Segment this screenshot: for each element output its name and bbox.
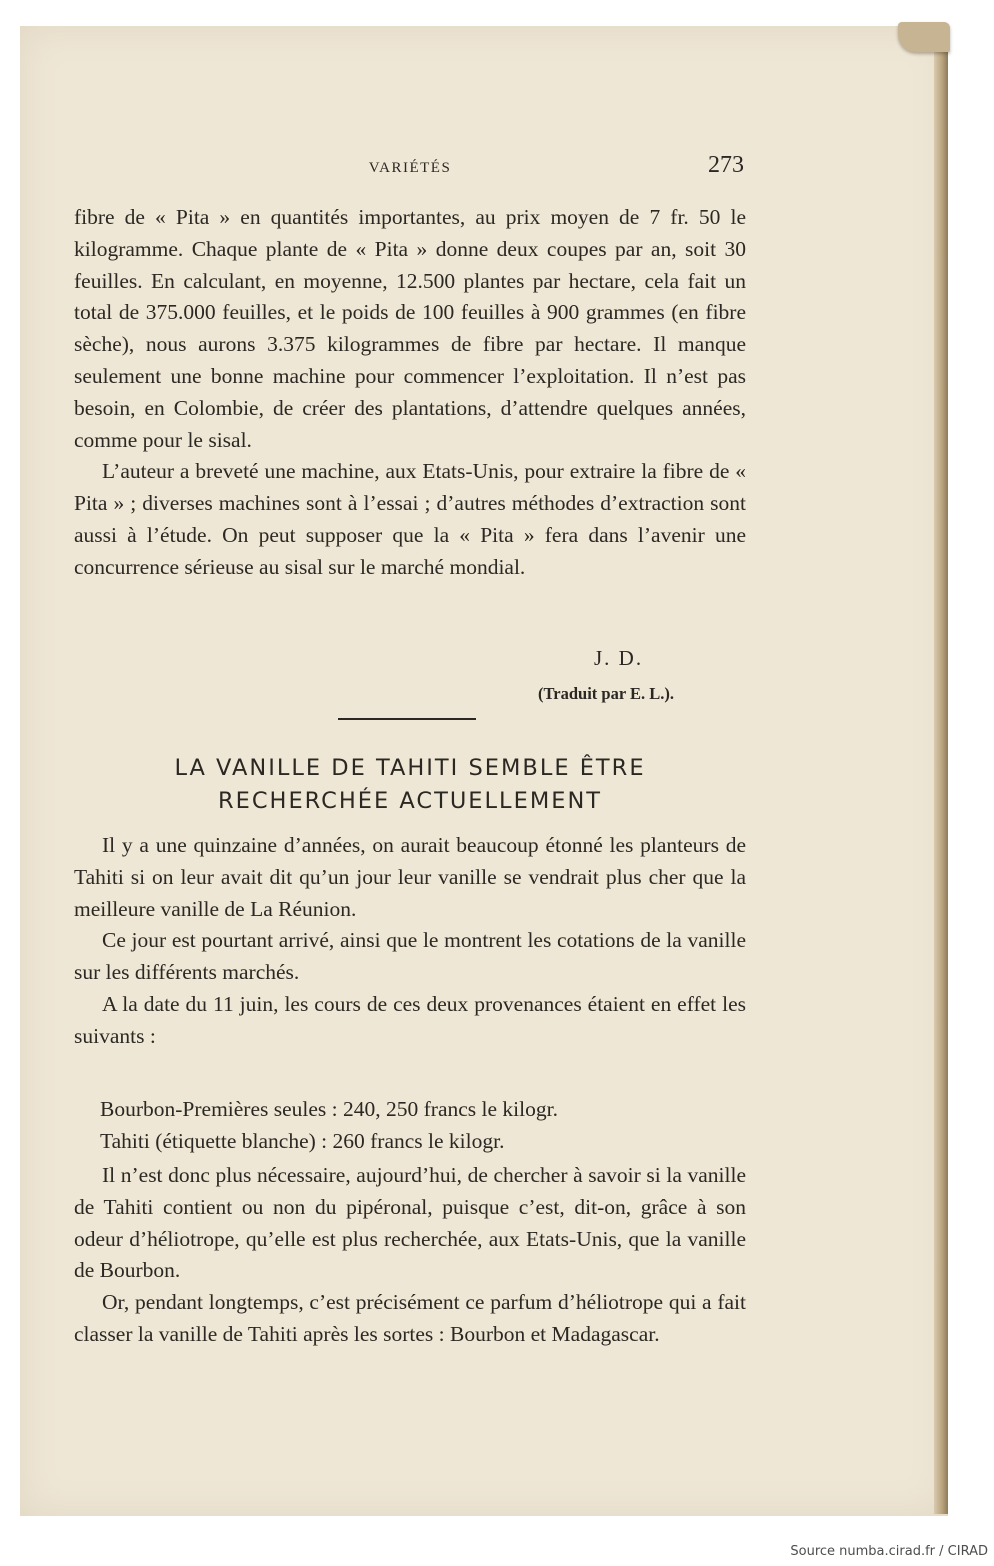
paragraph-pita-2: L’auteur a breveté une machine, aux Etats-Unis, pour extraire la fibre de « Pita » ; diverses machines sont à l’essai ; d’autres méthodes d’extraction sont aussi à l’étude. On peut supposer que la « Pita » fera dans l’avenir une concurrence sérieuse au sisal sur le marché mondial. [74, 459, 746, 579]
section-vanilla-conclusion [74, 1160, 746, 1351]
source-credit: Source numba.cirad.fr / CIRAD [790, 1544, 988, 1559]
paragraph-vanilla-3: A la date du 11 juin, les cours de ces deux provenances étaient en effet les suivants : [74, 991, 746, 1048]
paragraph-vanilla-1: Il y a une quinzaine d’années, on aurait beaucoup étonné les planteurs de Tahiti si on leur avait dit qu’un jour leur vanille se vendrait plus cher que la meilleure vanille de La Réunion. [74, 833, 746, 921]
translator-credit: (Traduit par E. L.). [538, 684, 674, 703]
author-signature: J. D. [594, 646, 644, 670]
page-number: 273 [708, 152, 744, 178]
paragraph-vanilla-5: Or, pendant longtemps, c’est précisément ce parfum d’héliotrope qui a fait classer la vanille de Tahiti après les sortes : Bourbon et Madagascar. [74, 1290, 746, 1346]
price-list [100, 1093, 740, 1157]
section-pita-text [74, 202, 746, 584]
paragraph-vanilla-4: Il n’est donc plus nécessaire, aujourd’hui, de chercher à savoir si la vanille de Tahiti contient ou non du pipéronal, puisque c’est, dit-on, grâce à son odeur d’héliotrope, qu’elle est plus recherchée, aux Etats-Unis, que la vanille de Bourbon. [74, 1163, 746, 1283]
paragraph-pita-1: fibre de « Pita » en quantités importantes, au prix moyen de 7 fr. 50 le kilogramme. Chaque plante de « Pita » donne deux coupes par an, soit 30 feuilles. En calculant, en moyenne, 12.500 plantes par hectare, cela fait un total de 375.000 feuilles, et le poids de 100 feuilles à 900 grammes (en fibre sèche), nous aurons 3.375 kilogrammes de fibre par hectare. Il manque seulement une bonne machine pour commencer l’exploitation. Il n’est pas besoin, en Colombie, de créer des plantations, d’attendre quelques années, comme pour le sisal. [74, 205, 746, 452]
page-edge [934, 30, 948, 1514]
paragraph-vanilla-2: Ce jour est pourtant arrivé, ainsi que le montrent les cotations de la vanille sur les différents marchés. [74, 928, 746, 985]
page-header [74, 152, 746, 188]
section-vanilla-intro [74, 830, 746, 1053]
article-title [74, 752, 746, 818]
article-title-line-1: LA VANILLE DE TAHITI SEMBLE ÊTRE [174, 755, 646, 781]
section-divider [338, 718, 476, 720]
running-head: VARIÉTÉS [368, 160, 452, 176]
article-title-line-2: RECHERCHÉE ACTUELLEMENT [217, 788, 603, 814]
price-line-tahiti: Tahiti (étiquette blanche) : 260 francs le kilogr. [100, 1129, 505, 1153]
price-line-bourbon: Bourbon-Premières seules : 240, 250 francs le kilogr. [100, 1097, 558, 1121]
folded-page-corner [898, 22, 950, 52]
